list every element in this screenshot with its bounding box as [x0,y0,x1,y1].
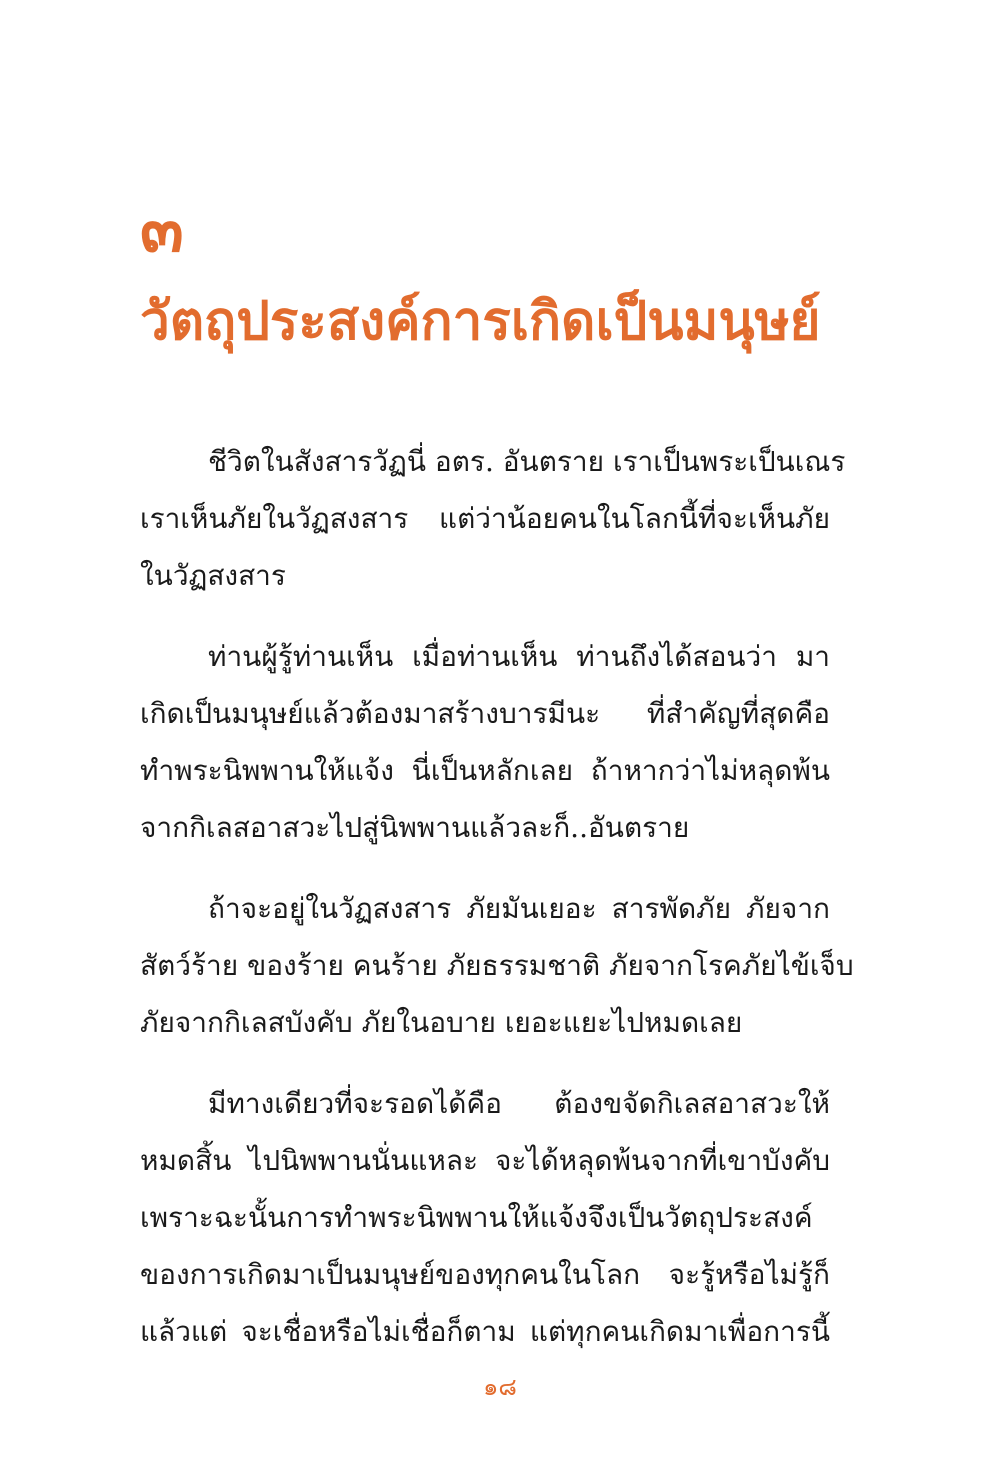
text-line: ของการเกิดมาเป็นมนุษย์ของทุกคนในโลก จะรู้หรือไม่รู้ก็ [140,1258,830,1291]
paragraph [140,433,846,604]
chapter-number: ๓ [140,192,184,267]
paragraph [140,880,854,1051]
text-line: สัตว์ร้าย ของร้าย คนร้าย ภัยธรรมชาติ ภัยจากโรคภัยไข้เจ็บ [140,949,854,982]
text-line: ท่านผู้รู้ท่านเห็น เมื่อท่านเห็น ท่านถึงได้สอนว่า มา [208,640,830,673]
text-line: ภัยจากกิเลสบังคับ ภัยในอบาย เยอะแยะไปหมดเลย [140,1006,743,1039]
text-line: แล้วแต่ จะเชื่อหรือไม่เชื่อก็ตาม แต่ทุกคนเกิดมาเพื่อการนี้ [140,1315,830,1348]
paragraph [140,1075,830,1360]
text-line: หมดสิ้น ไปนิพพานนั่นแหละ จะได้หลุดพ้นจากที่เขาบังคับ [140,1144,830,1177]
text-line: มีทางเดียวที่จะรอดได้คือ ต้องขจัดกิเลสอาสวะให้ [208,1087,830,1120]
page-number: ๑๘ [483,1373,517,1401]
paragraph [140,628,830,856]
body-text [140,433,854,1384]
text-line: ชีวิตในสังสารวัฏนี่ อตร. อันตราย เราเป็นพระเป็นเณร [208,445,846,478]
chapter-title: วัตถุประสงค์การเกิดเป็นมนุษย์ [140,291,821,352]
text-line: เกิดเป็นมนุษย์แล้วต้องมาสร้างบารมีนะ ที่สำคัญที่สุดคือ [140,697,830,730]
text-line: เพราะฉะนั้นการทำพระนิพพานให้แจ้งจึงเป็นวัตถุประสงค์ [140,1201,813,1234]
text-line: ทำพระนิพพานให้แจ้ง นี่เป็นหลักเลย ถ้าหากว่าไม่หลุดพ้น [140,754,830,787]
text-line: เราเห็นภัยในวัฏสงสาร แต่ว่าน้อยคนในโลกนี้ที่จะเห็นภัย [140,502,830,535]
text-line: จากกิเลสอาสวะไปสู่นิพพานแล้วละก็..อันตราย [140,811,690,844]
text-line: ในวัฏสงสาร [140,559,286,592]
text-line: ถ้าจะอยู่ในวัฏสงสาร ภัยมันเยอะ สารพัดภัย ภัยจาก [208,892,830,925]
